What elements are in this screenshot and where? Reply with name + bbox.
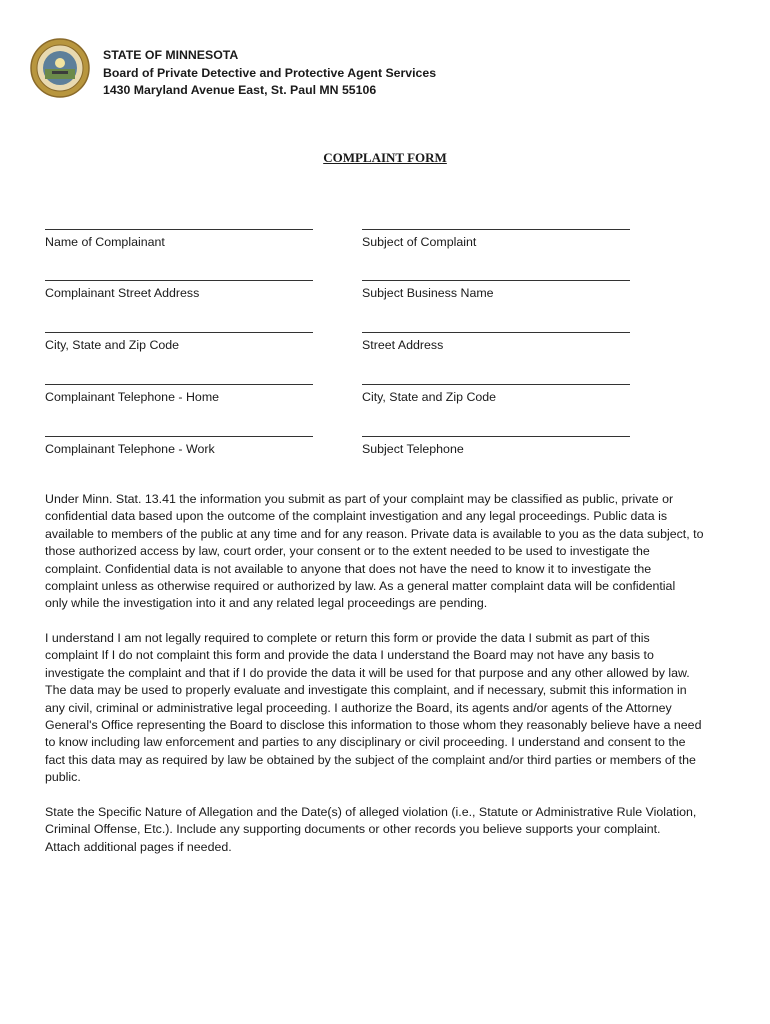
field-line[interactable] bbox=[45, 332, 313, 333]
paragraph-line: General's Office representing the Board to disclose this information to those whom they reasonably believe have a need bbox=[45, 718, 702, 733]
paragraph-line: complaint. Confidential data is not available to anyone that does not have the need to know it to investigate the bbox=[45, 561, 652, 576]
field-subject-city-state-zip[interactable] bbox=[362, 384, 632, 404]
field-line[interactable] bbox=[362, 436, 630, 437]
paragraph-line: confidential data based upon the outcome of the complaint investigation and any legal proceedings. Public data is bbox=[45, 509, 668, 524]
field-label: Name of Complainant bbox=[45, 235, 165, 249]
paragraph-line: those authorized access by law, court order, your consent or to the extent needed to be used to investigate the bbox=[45, 544, 650, 559]
paragraph-line: Under Minn. Stat. 13.41 the information you submit as part of your complaint may be classified as public, private or bbox=[45, 492, 674, 506]
paragraph-line: fact this data may as required by law be obtained by the subject of the complaint and/or third parties or members of the bbox=[45, 752, 696, 767]
field-label: Subject Telephone bbox=[362, 442, 464, 456]
field-complainant-street-address[interactable] bbox=[45, 280, 315, 300]
state-seal-icon bbox=[30, 38, 90, 98]
paragraph-line: complaint unless as otherwise required or authorized by law. As a general matter complaint data will be confidential bbox=[45, 579, 676, 594]
allegation-instructions-paragraph bbox=[45, 804, 735, 856]
field-line[interactable] bbox=[362, 384, 630, 385]
field-line[interactable] bbox=[362, 332, 630, 333]
field-label: Complainant Street Address bbox=[45, 286, 200, 300]
paragraph-line: Attach additional pages if needed. bbox=[45, 839, 232, 854]
field-label: Street Address bbox=[362, 338, 444, 352]
header-board: Board of Private Detective and Protective Agent Services bbox=[103, 65, 437, 80]
field-line[interactable] bbox=[45, 280, 313, 281]
field-complainant-telephone-work[interactable] bbox=[45, 436, 315, 456]
page-title: COMPLAINT FORM bbox=[323, 150, 447, 165]
field-label: Complainant Telephone - Home bbox=[45, 390, 220, 404]
field-line[interactable] bbox=[45, 229, 313, 230]
letterhead bbox=[103, 47, 436, 100]
paragraph-line: to know including law enforcement and parties to any disciplinary or civil proceeding. I understand and consent to the bbox=[45, 735, 686, 750]
consent-paragraph bbox=[45, 630, 735, 787]
field-subject-street-address[interactable] bbox=[362, 332, 632, 352]
field-label: City, State and Zip Code bbox=[362, 390, 497, 404]
paragraph-line: investigate the complaint and that if I do provide the data it will be used for that purpose and any other allowed by law. bbox=[45, 665, 690, 680]
paragraph-line: State the Specific Nature of Allegation and the Date(s) of alleged violation (i.e., Statute or Administrative Rule Violation, bbox=[45, 805, 697, 819]
privacy-notice-paragraph bbox=[45, 491, 735, 613]
field-subject-telephone[interactable] bbox=[362, 436, 632, 456]
field-label: Complainant Telephone - Work bbox=[45, 442, 215, 456]
paragraph-line: public. bbox=[45, 770, 81, 785]
paragraph-line: The data may be used to properly evaluate and investigate this complaint, and if necessary, submit this information in bbox=[45, 683, 687, 698]
field-line[interactable] bbox=[45, 436, 313, 437]
field-line[interactable] bbox=[45, 384, 313, 385]
paragraph-line: available to members of the public at any time and for any reason. Private data is available to you as the data subject, to bbox=[45, 526, 704, 541]
paragraph-line: complaint If I do not complaint this form and provide the data I understand the Board may not have any basis to bbox=[45, 648, 654, 663]
field-complainant-city-state-zip[interactable] bbox=[45, 332, 315, 352]
field-label: Subject Business Name bbox=[362, 286, 494, 300]
field-subject-business-name[interactable] bbox=[362, 280, 632, 300]
field-label: City, State and Zip Code bbox=[45, 338, 180, 352]
field-subject-of-complaint[interactable] bbox=[362, 229, 632, 249]
field-complainant-telephone-home[interactable] bbox=[45, 384, 315, 404]
field-label: Subject of Complaint bbox=[362, 235, 477, 249]
paragraph-line: only while the investigation into it and any related legal proceedings are pending. bbox=[45, 596, 488, 611]
field-name-of-complainant[interactable] bbox=[45, 229, 315, 249]
field-line[interactable] bbox=[362, 280, 630, 281]
paragraph-line: Criminal Offense, Etc.). Include any supporting documents or other records you believe supports your complaint. bbox=[45, 822, 661, 837]
header-address: 1430 Maryland Avenue East, St. Paul MN 55106 bbox=[103, 83, 377, 97]
paragraph-line: any civil, criminal or administrative legal proceeding. I authorize the Board, its agents and/or agents of the Attorney bbox=[45, 700, 672, 715]
header-state: STATE OF MINNESOTA bbox=[103, 48, 239, 62]
field-line[interactable] bbox=[362, 229, 630, 230]
paragraph-line: I understand I am not legally required to complete or return this form or provide the data I submit as part of this bbox=[45, 631, 650, 645]
